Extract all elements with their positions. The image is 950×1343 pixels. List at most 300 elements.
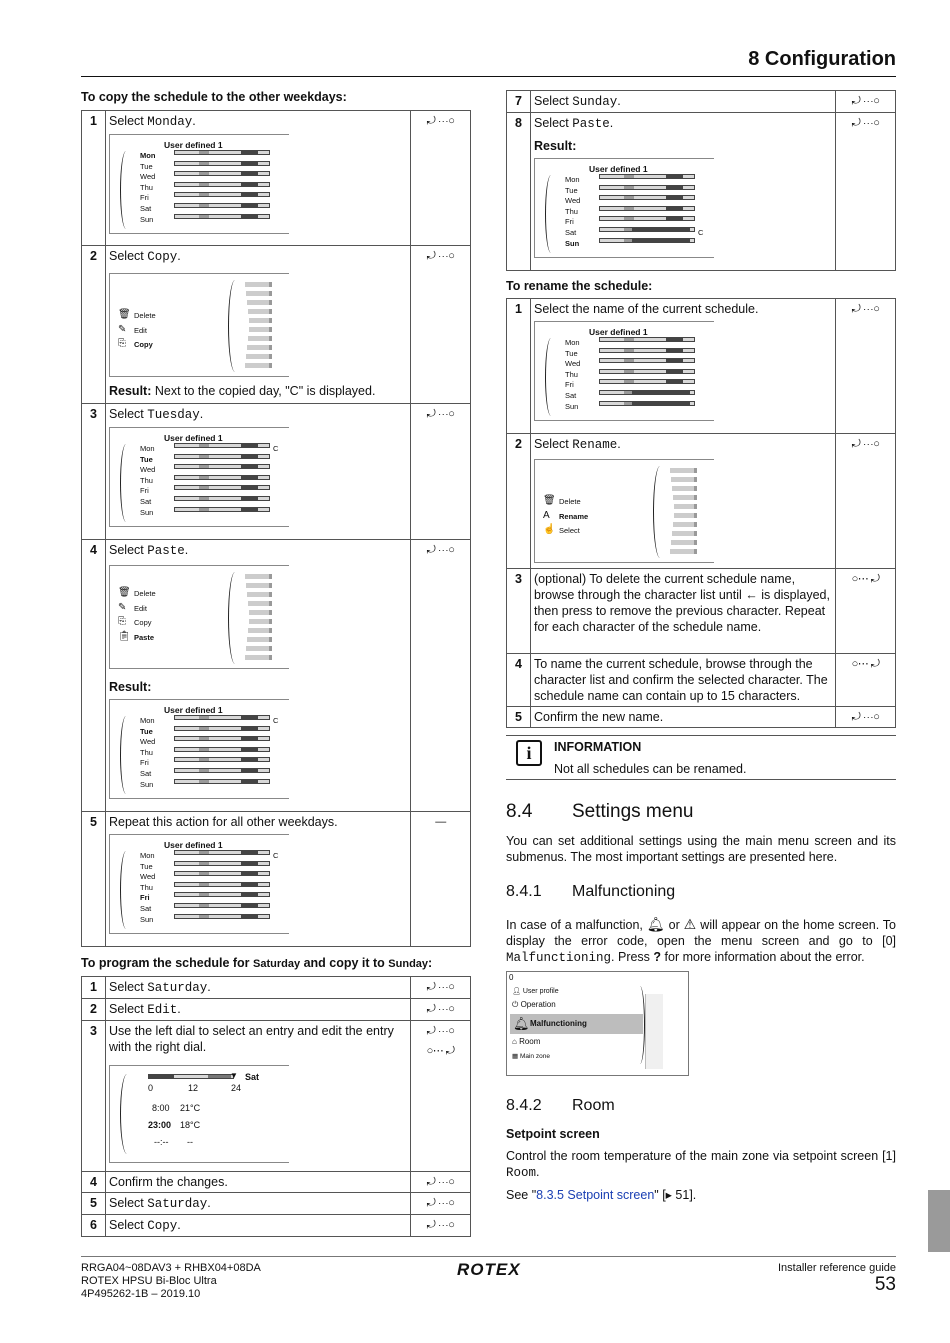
- day-bar: [599, 369, 695, 374]
- day-label: Mon: [565, 338, 580, 347]
- text-part: See ": [506, 1188, 537, 1202]
- dial-arc: [120, 1074, 134, 1154]
- step-number: 4: [82, 1172, 106, 1193]
- day-bar: [174, 496, 270, 501]
- day-bar: [174, 779, 270, 784]
- day-bar: [174, 464, 270, 469]
- schedule-title: User defined 1: [589, 327, 648, 337]
- day-bar: [174, 882, 270, 887]
- menu-item-copy: Copy: [134, 340, 153, 349]
- copied-marker: C: [273, 444, 279, 453]
- day-bar: [174, 161, 270, 166]
- rename-section-title: To rename the schedule:: [506, 279, 653, 293]
- day-label: Sat: [565, 391, 577, 400]
- bar-segment: [666, 207, 683, 210]
- bar-segment: [199, 172, 208, 175]
- bar-segment: [241, 727, 258, 730]
- bar-segment: [624, 380, 633, 383]
- dial-icon: ⤾ ⋯○: [411, 977, 471, 999]
- step-pre: Select: [109, 543, 148, 557]
- bar-segment: [199, 476, 208, 479]
- info-title: INFORMATION: [554, 740, 642, 754]
- table-row: [507, 569, 896, 654]
- day-label: Sat: [140, 204, 152, 213]
- table-row: [507, 707, 896, 728]
- menu-item-rename: Rename: [559, 511, 589, 521]
- step-code: Saturday: [147, 1197, 208, 1211]
- menu-list-line: [245, 363, 272, 368]
- bar-segment: [199, 727, 208, 730]
- dial-icon: ⤾ ⋯○: [411, 1193, 471, 1215]
- day-bar: [599, 358, 695, 363]
- edit-icon: ✎: [118, 601, 127, 613]
- setpoint-screen-link[interactable]: 8.3.5 Setpoint screen: [536, 1188, 655, 1202]
- day-label: Fri: [565, 380, 574, 390]
- day-bar: [174, 150, 270, 155]
- copy-section-title: To copy the schedule to the other weekdays:: [81, 90, 347, 104]
- day-bar: [174, 507, 270, 512]
- setpoint-text: [506, 1148, 896, 1181]
- bar-segment: [199, 162, 208, 165]
- day-label: Fri: [140, 486, 149, 496]
- title-post: :: [428, 956, 433, 970]
- bar-segment: [241, 204, 258, 207]
- day-bar: [174, 485, 270, 490]
- dial-arc: [635, 986, 645, 1064]
- step-text-content: Select the name of the current schedule.: [534, 302, 759, 316]
- main-menu-screen: [506, 971, 689, 1076]
- step-pre: Select: [109, 1196, 148, 1210]
- step-post: .: [177, 1002, 181, 1016]
- step-number: 5: [82, 1193, 106, 1215]
- schedule-title: User defined 1: [164, 140, 223, 150]
- bell-icon: 🔔︎: [646, 916, 665, 932]
- entry-1-temp: 21°C: [180, 1103, 201, 1113]
- bar-segment: [666, 196, 683, 199]
- menu-operation: ⏻ Operation: [512, 1000, 556, 1009]
- bar-segment: [241, 780, 258, 783]
- day-bar: [599, 227, 695, 232]
- step-pre: Select: [534, 94, 573, 108]
- schedule-screen: [109, 134, 289, 234]
- schedule-title: User defined 1: [164, 433, 223, 443]
- menu-screen: [109, 273, 289, 377]
- day-bar: [174, 736, 270, 741]
- timeline-marker-icon: ▼: [230, 1071, 238, 1080]
- dial-arc: [120, 851, 132, 929]
- info-text: Not all schedules can be renamed.: [554, 762, 747, 776]
- table-row: [82, 404, 471, 540]
- menu-list-line: [672, 486, 697, 491]
- day-bar: [174, 443, 270, 448]
- entry-2-time: 23:00: [148, 1120, 172, 1130]
- day-label: Sat: [140, 769, 152, 778]
- bar-segment: [632, 239, 690, 242]
- dial-arc: [545, 175, 557, 253]
- bar-segment: [241, 872, 258, 875]
- bar-segment: [666, 349, 683, 352]
- day-label: Sat: [140, 904, 152, 913]
- step-number: 8: [507, 113, 531, 271]
- day-bar: [174, 203, 270, 208]
- section-8-4-1-title: Malfunctioning: [572, 883, 676, 900]
- day-bar: [174, 914, 270, 919]
- step-number: 2: [82, 999, 106, 1021]
- bar-segment: [666, 186, 683, 189]
- bar-segment: [624, 196, 633, 199]
- delete-icon: 🗑︎: [543, 495, 556, 506]
- bar-segment: [199, 486, 208, 489]
- dial-icon: ⤾ ⋯○: [411, 999, 471, 1021]
- step-code: Saturday: [147, 981, 208, 995]
- bar-segment: [624, 349, 633, 352]
- dial-icon: ⤾ ⋯○: [836, 113, 896, 271]
- bar-segment: [241, 193, 258, 196]
- menu-screen: [109, 565, 289, 669]
- bar-segment: [241, 883, 258, 886]
- menu-list-line: [670, 468, 697, 473]
- footer-doc-id: 4P495262-1B – 2019.10: [81, 1288, 201, 1300]
- step-post: .: [184, 543, 189, 557]
- paste-icon: 📋︎: [118, 630, 131, 642]
- dial-icon: ⤾ ⋯○: [411, 246, 471, 404]
- table-row: [82, 1021, 471, 1172]
- bar-segment: [241, 497, 258, 500]
- bar-segment: [241, 215, 258, 218]
- day-bar: [174, 214, 270, 219]
- bar-segment: [199, 904, 208, 907]
- bar-segment: [241, 851, 258, 854]
- schedule-screen: [109, 834, 289, 934]
- schedule-title: User defined 1: [589, 164, 648, 174]
- day-bar: [174, 861, 270, 866]
- menu-main-zone: ▦ Main zone: [512, 1053, 550, 1060]
- select-icon: ☝: [543, 524, 556, 535]
- step-number: 3: [82, 404, 106, 540]
- menu-list-line: [245, 574, 272, 579]
- tick-24: 24: [231, 1083, 242, 1093]
- day-label: Wed: [140, 872, 156, 882]
- menu-list-line: [674, 504, 697, 509]
- step-pre: Select: [534, 437, 573, 451]
- table-row: [507, 299, 896, 434]
- section-8-4-text: You can set additional settings using the main menu screen and its submenus. The most important settings are presented here.: [506, 834, 896, 864]
- table-row: [507, 91, 896, 113]
- table-row: [82, 111, 471, 246]
- step-text: [106, 404, 411, 540]
- result-line: [109, 383, 407, 399]
- menu-list-line: [249, 318, 272, 323]
- step-number: 4: [507, 654, 531, 707]
- step-pre: Select: [109, 407, 148, 421]
- step-number: 3: [82, 1021, 106, 1172]
- day-label: Mon: [140, 851, 155, 860]
- schedule-screen: [534, 321, 714, 421]
- dial-icon: ⤾ ⋯○: [411, 540, 471, 812]
- section-8-4-title: Settings menu: [572, 801, 694, 822]
- step-text: [106, 540, 411, 812]
- bar-segment: [199, 769, 208, 772]
- day-bar: [174, 182, 270, 187]
- section-8-4-2-number: 8.4.2: [506, 1097, 542, 1114]
- step-text: [106, 999, 411, 1021]
- menu-list-line: [671, 477, 697, 482]
- bar-segment: [199, 862, 208, 865]
- schedule-title: User defined 1: [164, 840, 223, 850]
- step-code: Paste: [572, 117, 610, 131]
- menu-list-line: [246, 354, 272, 359]
- result-label: Result:: [109, 680, 152, 694]
- day-label: Fri: [140, 758, 149, 768]
- day-bar: [174, 768, 270, 773]
- dial-icon: ⤾ ⋯○: [836, 299, 896, 434]
- bar-segment: [624, 175, 633, 178]
- step-text: [531, 434, 836, 569]
- entry-3-time: --:--: [154, 1137, 169, 1147]
- bar-segment: [241, 862, 258, 865]
- bar-segment: [666, 217, 683, 220]
- bar-segment: [199, 465, 208, 468]
- day-bar: [174, 171, 270, 176]
- bar-segment: [632, 391, 690, 394]
- menu-item-edit: Edit: [134, 325, 147, 335]
- bar-segment: [241, 455, 258, 458]
- dial-icon: ⤾ ⋯○: [836, 707, 896, 728]
- title-sunday: Sunday: [388, 958, 429, 970]
- information-box: [506, 735, 896, 780]
- step-number: 7: [507, 91, 531, 113]
- warning-icon: ⚠: [683, 916, 697, 932]
- menu-item-delete: Delete: [134, 311, 156, 320]
- day-label: Wed: [140, 172, 156, 182]
- day-label: Tue: [565, 348, 578, 358]
- bar-segment: [624, 217, 633, 220]
- bar-segment: [199, 193, 208, 196]
- title-pre: To program the schedule for: [81, 956, 254, 970]
- step-post: .: [609, 116, 614, 130]
- day-bar: [174, 757, 270, 762]
- bar-segment: [241, 508, 258, 511]
- step-code: Paste: [147, 544, 185, 558]
- bar-segment: [199, 215, 208, 218]
- menu-list-line: [246, 583, 272, 588]
- day-label: Sun: [565, 238, 580, 248]
- menu-list-line: [245, 282, 272, 287]
- menu-list-line: [247, 637, 272, 642]
- bar-segment: [241, 465, 258, 468]
- day-label: Tue: [140, 861, 153, 871]
- bar-segment: [199, 915, 208, 918]
- step-text: [106, 1193, 411, 1215]
- dial-arc: [120, 716, 132, 794]
- bar-segment: [666, 380, 683, 383]
- day-label: Sun: [140, 214, 154, 224]
- copy-icon: ⎘: [118, 616, 126, 627]
- table-row: [507, 113, 896, 271]
- day-bar: [174, 454, 270, 459]
- dial-arc: [228, 572, 242, 664]
- edit-icon: ✎: [118, 323, 127, 335]
- dial-arc: [228, 280, 242, 372]
- step-post: .: [207, 980, 211, 994]
- copy-steps-table: [81, 110, 471, 947]
- edit-screen: [109, 1065, 289, 1163]
- day-bar: [174, 726, 270, 731]
- table-row: [82, 246, 471, 404]
- day-label: Wed: [140, 465, 156, 475]
- step-code: Copy: [147, 1219, 178, 1233]
- step-number: 6: [82, 1215, 106, 1237]
- menu-list-line: [249, 610, 272, 615]
- step-number: 1: [82, 111, 106, 246]
- code-room: Room: [506, 1166, 537, 1180]
- bar-segment: [199, 872, 208, 875]
- copied-marker: C: [698, 228, 704, 237]
- chapter-tab: [928, 1190, 950, 1252]
- step-number: 5: [82, 812, 106, 947]
- step-pre: Select: [109, 114, 148, 128]
- delete-icon: 🗑︎: [118, 587, 131, 598]
- menu-list-line: [247, 592, 272, 597]
- copy-icon: ⎘: [118, 338, 126, 349]
- menu-list-line: [674, 513, 697, 518]
- menu-item-copy: Copy: [134, 618, 152, 627]
- title-saturday: Saturday: [253, 958, 301, 970]
- step-number: 3: [507, 569, 531, 654]
- program-section-title: [81, 956, 432, 970]
- table-row: [507, 434, 896, 569]
- day-bar: [599, 390, 695, 395]
- bar-segment: [624, 370, 633, 373]
- table-row: [82, 540, 471, 812]
- day-label: Mon: [140, 716, 155, 725]
- footer-guide: Installer reference guide: [777, 1262, 896, 1274]
- bar-segment: [624, 338, 633, 341]
- step-number: 1: [507, 299, 531, 434]
- bar-segment: [199, 497, 208, 500]
- help-key: ?: [653, 950, 662, 964]
- day-label: Sun: [140, 914, 154, 924]
- tick-0: 0: [148, 1083, 154, 1093]
- step-code: Tuesday: [147, 408, 200, 422]
- day-label: Thu: [565, 206, 578, 216]
- bar-segment: [199, 444, 208, 447]
- bar-segment: [666, 175, 683, 178]
- step-pre: Select: [109, 980, 148, 994]
- day-bar: [174, 192, 270, 197]
- bar-segment: [199, 780, 208, 783]
- entry-2-temp: 18°C: [180, 1120, 201, 1130]
- bar-segment: [199, 758, 208, 761]
- menu-list-line: [245, 655, 272, 660]
- step-number: 5: [507, 707, 531, 728]
- bar-segment: [199, 748, 208, 751]
- bar-segment: [241, 476, 258, 479]
- step-text: [106, 977, 411, 999]
- table-row: [82, 1172, 471, 1193]
- step-post: .: [617, 437, 621, 451]
- day-bar: [599, 337, 695, 342]
- day-label: Fri: [140, 193, 149, 203]
- step-text: Confirm the new name.: [531, 707, 836, 728]
- day-bar: [599, 401, 695, 406]
- step-number: 2: [82, 246, 106, 404]
- menu-item-paste: Paste: [134, 632, 155, 642]
- copied-marker: C: [273, 716, 279, 725]
- step-text: [106, 812, 411, 947]
- tick-12: 12: [188, 1083, 199, 1093]
- menu-room-label: Room: [519, 1037, 541, 1046]
- day-bar: [599, 379, 695, 384]
- menu-screen: [534, 459, 714, 563]
- footer-product: ROTEX HPSU Bi-Bloc Ultra: [81, 1275, 217, 1287]
- menu-list-line: [248, 628, 272, 633]
- menu-malfunctioning: Malfunctioning: [510, 1014, 643, 1034]
- menu-list-line: [248, 309, 272, 314]
- menu-room: ⌂ Room: [512, 1037, 541, 1046]
- bar-segment: [199, 183, 208, 186]
- dial-icon: ○⋯ ⤾: [836, 569, 896, 654]
- day-bar: [599, 195, 695, 200]
- step-code: Rename: [572, 438, 618, 452]
- step-code: Monday: [147, 115, 193, 129]
- day-label: Mon: [140, 151, 156, 160]
- dial-icon: ⤾ ⋯○: [411, 111, 471, 246]
- menu-list-line: [248, 336, 272, 341]
- bar-segment: [241, 737, 258, 740]
- bar-segment: [199, 151, 208, 154]
- menu-list-line: [246, 291, 272, 296]
- step-text: [106, 1215, 411, 1237]
- day-bar: [599, 206, 695, 211]
- dial-arc: [653, 466, 667, 558]
- step-post: .: [207, 1196, 211, 1210]
- step-text: [106, 1021, 411, 1172]
- menu-item-select: Select: [559, 526, 580, 535]
- day-bar: [174, 850, 270, 855]
- bar-segment: [666, 338, 683, 341]
- step-text: [531, 299, 836, 434]
- menu-index: 0: [509, 973, 514, 982]
- rename-steps-table: [506, 298, 896, 728]
- day-bar: [174, 871, 270, 876]
- menu-item-edit: Edit: [134, 603, 147, 613]
- day-label: Sat: [140, 497, 152, 506]
- menu-list-line: [248, 601, 272, 606]
- day-label: Tue: [565, 185, 578, 195]
- menu-list-line: [246, 646, 272, 651]
- bar-segment: [241, 769, 258, 772]
- bar-segment: [666, 359, 683, 362]
- scroll-indicator: [645, 994, 663, 1069]
- step-post: .: [617, 94, 621, 108]
- step-text-content: Repeat this action for all other weekdays.: [109, 815, 338, 829]
- menu-list-line: [672, 531, 697, 536]
- dial-arc: [120, 444, 132, 522]
- bar-segment: [199, 455, 208, 458]
- menu-operation-label: Operation: [520, 1000, 556, 1009]
- menu-list-line: [671, 540, 697, 545]
- step-pre: Select: [109, 1002, 148, 1016]
- bar-segment: [241, 893, 258, 896]
- schedule-screen: [109, 427, 289, 527]
- dial-icon: ⤾ ⋯○: [411, 1172, 471, 1193]
- right-dial-icon: ○⋯ ⤾: [426, 1045, 455, 1057]
- timeline-bar: [148, 1074, 234, 1079]
- table-row: [82, 999, 471, 1021]
- step-pre: Select: [534, 116, 573, 130]
- day-label: Thu: [565, 369, 578, 379]
